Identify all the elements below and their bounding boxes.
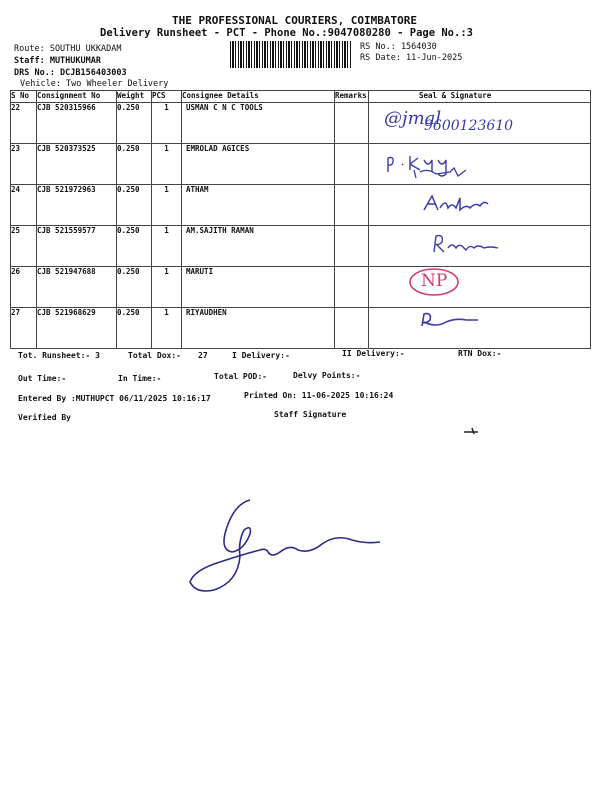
staff-signature-label: Staff Signature (274, 410, 347, 419)
cell-weight: 0.250 (117, 144, 152, 185)
total-dox-value: 27 (198, 351, 208, 360)
header-seal: Seal & Signature (369, 91, 591, 103)
rs-number: RS No.: 1564030 (360, 42, 437, 52)
printed-on: Printed On: 11-06-2025 10:16:24 (244, 391, 394, 400)
cell-consignee: AM.SAJITH RAMAN (182, 226, 335, 267)
row22-signature: @jmal (384, 108, 442, 129)
cell-sno: 22 (11, 103, 37, 144)
cell-pcs: 1 (152, 308, 182, 349)
rtn-dox: RTN Dox:- (458, 349, 502, 358)
cell-weight: 0.250 (117, 226, 152, 267)
table-row (11, 144, 591, 185)
drs-number: DRS No.: DCJB156403003 (14, 68, 127, 78)
cell-pcs: 1 (152, 226, 182, 267)
row24-signature (420, 188, 500, 218)
vehicle-text: Vehicle: Two Wheeler Delivery (20, 79, 169, 89)
rs-date: RS Date: 11-Jun-2025 (360, 53, 463, 63)
header-consignment: Consignment No (37, 91, 117, 103)
cell-sno: 26 (11, 267, 37, 308)
cell-consignment: CJB 520373525 (37, 144, 117, 185)
cell-remarks (335, 308, 369, 349)
company-title: THE PROFESSIONAL COURIERS, COIMBATORE (172, 14, 418, 27)
cell-consignment: CJB 521968629 (37, 308, 117, 349)
tot-runsheet: Tot. Runsheet:- 3 (18, 351, 100, 360)
total-dox-label: Total Dox:- (128, 351, 181, 360)
cell-sno: 25 (11, 226, 37, 267)
route-text: Route: SOUTHU UKKADAM (14, 44, 122, 54)
i-delivery: I Delivery:- (232, 351, 290, 360)
ii-delivery: II Delivery:- (342, 349, 405, 358)
cell-remarks (335, 267, 369, 308)
cell-weight: 0.250 (117, 267, 152, 308)
cell-consignee: MARUTI (182, 267, 335, 308)
cell-weight: 0.250 (117, 103, 152, 144)
cell-consignee: RIYAUDHEN (182, 308, 335, 349)
row27-signature (416, 308, 496, 332)
cell-sno: 23 (11, 144, 37, 185)
row25-signature (428, 228, 508, 258)
in-time: In Time:- (118, 374, 162, 383)
table-row (11, 185, 591, 226)
row22-phone: 9600123610 (424, 118, 514, 134)
header-remarks: Remarks (335, 91, 369, 103)
cell-consignment: CJB 521559577 (37, 226, 117, 267)
total-pod: Total POD:- (214, 372, 267, 381)
cell-remarks (335, 144, 369, 185)
table-row (11, 308, 591, 349)
cell-consignment: CJB 521947688 (37, 267, 117, 308)
out-time: Out Time:- (18, 374, 67, 383)
row23-signature (380, 148, 490, 182)
barcode (230, 41, 352, 68)
cell-sno: 27 (11, 308, 37, 349)
header-weight: Weight (117, 91, 152, 103)
staff-text: Staff: MUTHUKUMAR (14, 56, 101, 66)
cell-sno: 24 (11, 185, 37, 226)
cell-weight: 0.250 (117, 308, 152, 349)
cell-consignee: ATHAM (182, 185, 335, 226)
row26-np-mark: NP (421, 271, 448, 291)
header-consignee: Consignee Details (182, 91, 335, 103)
entered-by: Entered By :MUTHUPCT 06/11/2025 10:16:17 (18, 394, 211, 403)
table-header-row (11, 91, 591, 103)
cell-pcs: 1 (152, 267, 182, 308)
cell-pcs: 1 (152, 185, 182, 226)
cell-remarks (335, 226, 369, 267)
cell-remarks (335, 185, 369, 226)
staff-signature-scribble (180, 490, 410, 600)
cell-consignment: CJB 521972963 (37, 185, 117, 226)
cell-pcs: 1 (152, 103, 182, 144)
cell-consignee: EMROLAD AGICES (182, 144, 335, 185)
runsheet-subtitle: Delivery Runsheet - PCT - Phone No.:9047080280 - Page No.:3 (100, 27, 473, 39)
cell-remarks (335, 103, 369, 144)
header-pcs: PCS (152, 91, 182, 103)
small-tick-mark (462, 426, 482, 436)
table-row (11, 267, 591, 308)
cell-weight: 0.250 (117, 185, 152, 226)
cell-consignee: USMAN C N C TOOLS (182, 103, 335, 144)
cell-pcs: 1 (152, 144, 182, 185)
cell-consignment: CJB 520315966 (37, 103, 117, 144)
cell-seal (369, 267, 591, 308)
delvy-points: Delvy Points:- (293, 371, 361, 380)
header-sno: S No (11, 91, 37, 103)
verified-by: Verified By (18, 413, 71, 422)
